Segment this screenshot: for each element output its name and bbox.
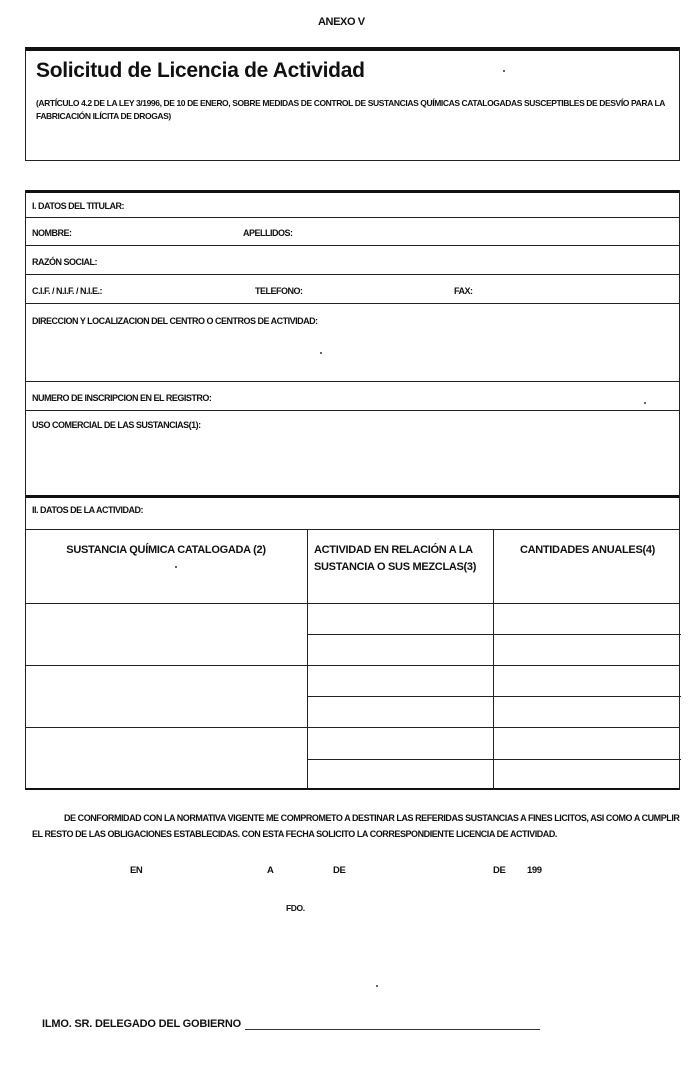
section1-heading: I. DATOS DEL TITULAR: bbox=[32, 201, 124, 211]
table-row-divider bbox=[26, 665, 679, 666]
form-subtitle: (ARTÍCULO 4.2 DE LA LEY 3/1996, DE 10 DE ENERO, SOBRE MEDIDAS DE CONTROL DE SUSTANCIAS QUÍMICAS CATALOGADAS SUSCEPTIBLES DE DESVÍO PARA LA FABRICACIÓN ILÍCITA DE DROGAS) bbox=[36, 98, 665, 121]
section2-top-rule bbox=[26, 495, 679, 498]
column-header-actividad: ACTIVIDAD EN RELACIÓN A LA SUSTANCIA O SUS MEZCLAS(3) bbox=[314, 544, 477, 573]
annex-label: ANEXO V bbox=[318, 16, 365, 28]
signature-fdo-label: FDO. bbox=[286, 903, 305, 913]
date-de-label: DE bbox=[333, 865, 346, 876]
date-de-label-2: DE bbox=[493, 865, 506, 876]
date-a-label: A bbox=[267, 865, 274, 876]
column-header-sustancia: SUSTANCIA QUÍMICA CATALOGADA (2) bbox=[66, 544, 266, 556]
section2-heading: II. DATOS DE LA ACTIVIDAD: bbox=[32, 505, 144, 515]
row-divider bbox=[26, 529, 679, 530]
column-divider bbox=[493, 529, 494, 790]
table-subrow-divider bbox=[307, 634, 681, 635]
addressee-underline bbox=[245, 1029, 540, 1030]
scan-speck bbox=[175, 566, 177, 568]
cif-label: C.I.F. / N.I.F. / N.I.E.: bbox=[32, 286, 103, 296]
razon-social-label: RAZÓN SOCIAL: bbox=[32, 257, 97, 267]
row-divider bbox=[26, 217, 679, 218]
column-header-cantidades: CANTIDADES ANUALES(4) bbox=[519, 544, 656, 556]
declaration-text bbox=[32, 810, 682, 842]
apellidos-label: APELLIDOS: bbox=[243, 228, 293, 238]
nombre-label: NOMBRE: bbox=[32, 228, 72, 238]
uso-comercial-label: USO COMERCIAL DE LAS SUSTANCIAS(1): bbox=[32, 420, 201, 430]
row-divider bbox=[26, 245, 679, 246]
telefono-label: TELEFONO: bbox=[255, 286, 303, 296]
row-divider bbox=[26, 274, 679, 275]
row-divider bbox=[26, 303, 679, 304]
year-prefix: 199 bbox=[527, 865, 542, 876]
declaration-body: DE CONFORMIDAD CON LA NORMATIVA VIGENTE ME COMPROMETO A DESTINAR LAS REFERIDAS SUSTANCIAS A FINES LICITOS, ASI COMO A CUMPLIR EL RESTO DE LAS OBLIGACIONES ESTABLECIDAS. CON ESTA FECHA SOLICITO LA CORRESPONDIENTE LICENCIA DE ACTIVIDAD. bbox=[32, 813, 680, 839]
scan-speck bbox=[320, 352, 322, 354]
direccion-label: DIRECCION Y LOCALIZACION DEL CENTRO O CENTROS DE ACTIVIDAD: bbox=[32, 316, 318, 326]
table-subrow-divider bbox=[307, 759, 681, 760]
scan-speck bbox=[644, 402, 646, 404]
fax-label: FAX: bbox=[454, 286, 473, 296]
scan-speck bbox=[503, 70, 505, 72]
row-divider bbox=[26, 381, 679, 382]
form-title: Solicitud de Licencia de Actividad bbox=[36, 59, 365, 82]
title-box bbox=[25, 47, 680, 161]
scan-speck bbox=[376, 985, 378, 987]
addressee-label: ILMO. SR. DELEGADO DEL GOBIERNO bbox=[42, 1018, 241, 1030]
table-subrow-divider bbox=[307, 696, 681, 697]
table-row-divider bbox=[26, 727, 679, 728]
application-form bbox=[25, 190, 680, 790]
inscripcion-label: NUMERO DE INSCRIPCION EN EL REGISTRO: bbox=[32, 393, 212, 403]
table-row-divider bbox=[26, 603, 679, 604]
place-en-label: EN bbox=[130, 865, 143, 876]
column-divider bbox=[307, 529, 308, 790]
row-divider bbox=[26, 410, 679, 411]
section1-top-rule bbox=[26, 190, 679, 193]
